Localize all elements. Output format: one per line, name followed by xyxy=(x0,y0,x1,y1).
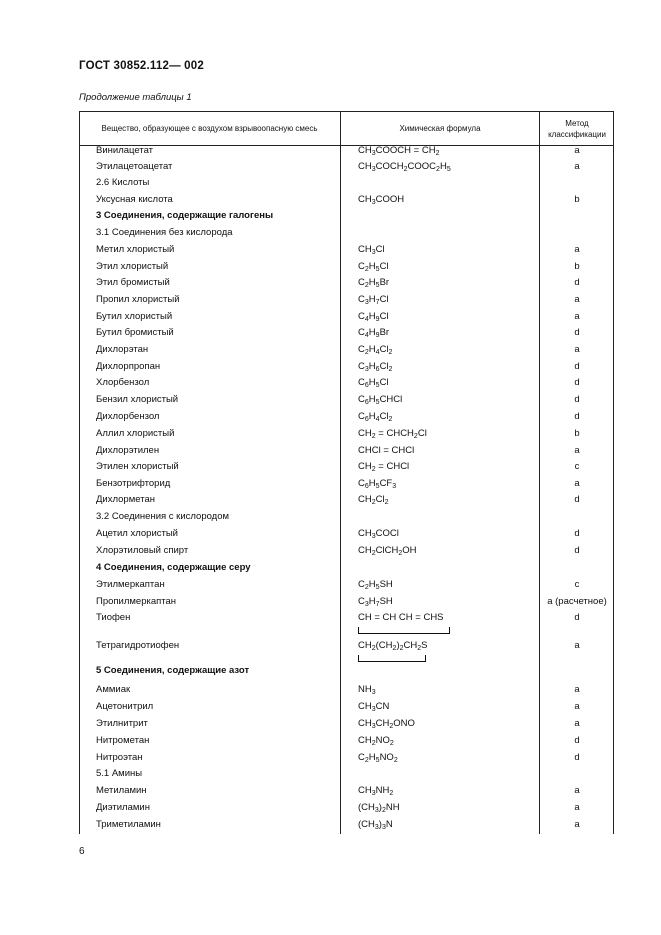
substance-name: Нитрометан xyxy=(96,735,150,746)
chemical-formula: $C_3H_6Cl_2$ xyxy=(358,361,393,373)
classification-method: b xyxy=(574,428,580,439)
chemical-formula: $CH_2$ = $CHCH_2Cl$ xyxy=(358,428,427,440)
classification-method: a xyxy=(574,802,580,813)
classification-method: a xyxy=(574,701,580,712)
column-header-method: Метод классификации xyxy=(548,118,606,139)
substance-name: 3.1 Соединения без кислорода xyxy=(96,227,233,238)
chemical-formula: $CH_3COOCH = CH_2$ xyxy=(358,145,440,157)
classification-method: d xyxy=(574,612,580,623)
classification-method: a xyxy=(574,640,580,651)
classification-method: b xyxy=(574,194,580,205)
substance-name: Бутил хлористый xyxy=(96,311,173,322)
chemical-formula: CH = CH CH = CHS xyxy=(358,612,444,623)
chemical-formula: $CH_3COCH_2COOC_2H_5$ xyxy=(358,161,451,173)
classification-method: a xyxy=(574,718,580,729)
substance-name: Этилен хлористый xyxy=(96,461,179,472)
substance-name: Пропил хлористый xyxy=(96,294,180,305)
classification-method: a xyxy=(574,161,580,172)
substance-name: Тетрагидротиофен xyxy=(96,640,180,651)
classification-method: d xyxy=(574,377,580,388)
substance-name: Метил хлористый xyxy=(96,244,175,255)
classification-method: a xyxy=(574,445,580,456)
classification-method: a xyxy=(574,244,580,255)
classification-method: d xyxy=(574,361,580,372)
substance-name: Аммиак xyxy=(96,684,131,695)
chemical-formula: $C_2H_5NO_2$ xyxy=(358,752,398,764)
chemical-formula: $CH_3NH_2$ xyxy=(358,785,394,797)
classification-method: d xyxy=(574,277,580,288)
classification-method: d xyxy=(574,545,580,556)
section-heading: 4 Соединения, содержащие серу xyxy=(96,562,251,573)
column-header-formula: Химическая формула xyxy=(399,124,481,133)
substance-name: Дихлорпропан xyxy=(96,361,161,372)
substance-name: Уксусная кислота xyxy=(96,194,173,205)
substance-name: 3.2 Соединения с кислородом xyxy=(96,511,230,522)
chemical-formula: $C_3H_7SH$ xyxy=(358,596,393,608)
chemical-formula: $C_2H_5SH$ xyxy=(358,579,393,591)
classification-method: d xyxy=(574,528,580,539)
table-divider-1 xyxy=(340,111,341,834)
classification-method: a xyxy=(574,311,580,322)
substance-name: Этил хлористый xyxy=(96,261,169,272)
table-header xyxy=(79,111,614,146)
substance-name: Этил бромистый xyxy=(96,277,170,288)
ring-bond-bracket xyxy=(358,627,450,634)
classification-method: a xyxy=(574,478,580,489)
substance-name: 2.6 Кислоты xyxy=(96,177,150,188)
substance-name: Винилацетат xyxy=(96,145,153,156)
classification-method: d xyxy=(574,735,580,746)
substance-name: Метиламин xyxy=(96,785,147,796)
substance-name: Этилмеркаптан xyxy=(96,579,165,590)
classification-method: d xyxy=(574,752,580,763)
substance-name: Хлорэтиловый спирт xyxy=(96,545,189,556)
chemical-formula: $C_6H_4Cl_2$ xyxy=(358,411,393,423)
substance-name: Дихлорбензол xyxy=(96,411,160,422)
classification-method: a xyxy=(574,819,580,830)
substance-name: Хлорбензол xyxy=(96,377,150,388)
chemical-formula: $CH_3Cl$ xyxy=(358,244,385,256)
chemical-formula: $C_4H_9Cl$ xyxy=(358,311,389,323)
chemical-formula: $C_2H_5Cl$ xyxy=(358,261,389,273)
substance-name: Аллил хлористый xyxy=(96,428,175,439)
substance-name: Пропилмеркаптан xyxy=(96,596,177,607)
chemical-formula: $C_6H_5Cl$ xyxy=(358,377,389,389)
classification-method: c xyxy=(574,461,580,472)
chemical-formula: $CH_3CH_2ONO$ xyxy=(358,718,415,730)
table-continuation-caption: Продолжение таблицы 1 xyxy=(79,92,192,103)
chemical-formula: $CH_2NO_2$ xyxy=(358,735,394,747)
chemical-formula: $CH_2Cl_2$ xyxy=(358,494,389,506)
substance-name: Триметиламин xyxy=(96,819,161,830)
chemical-formula: $C_4H_9Br$ xyxy=(358,327,390,339)
substance-name: Дихлорэтан xyxy=(96,344,149,355)
chemical-formula: $C_2H_5Br$ xyxy=(358,277,390,289)
substance-name: Диэтиламин xyxy=(96,802,150,813)
chemical-formula: $CH_2(CH_2)_2CH_2S$ xyxy=(358,640,428,652)
chemical-formula: $C_6H_5CHCl$ xyxy=(358,394,403,406)
substance-name: Этилнитрит xyxy=(96,718,148,729)
substance-name: Тиофен xyxy=(96,612,131,623)
chemical-formula: $CH_3CN$ xyxy=(358,701,390,713)
section-heading: 3 Соединения, содержащие галогены xyxy=(96,210,274,221)
substance-name: Нитроэтан xyxy=(96,752,143,763)
substance-name: Ацетил хлористый xyxy=(96,528,178,539)
chemical-formula: $CH_2ClCH_2OH$ xyxy=(358,545,417,557)
classification-method: b xyxy=(574,261,580,272)
classification-method: a xyxy=(574,145,580,156)
substance-name: Дихлорэтилен xyxy=(96,445,160,456)
chemical-formula: $(CH_3)_3N$ xyxy=(358,819,393,831)
substance-name: Этилацетоацетат xyxy=(96,161,173,172)
substance-name: Дихлорметан xyxy=(96,494,155,505)
substance-name: Бутил бромистый xyxy=(96,327,174,338)
substance-name: Ацетонитрил xyxy=(96,701,154,712)
classification-method: a xyxy=(574,684,580,695)
page-number: 6 xyxy=(79,846,85,857)
ring-bond-bracket xyxy=(358,655,426,662)
document-code: ГОСТ 30852.112— 002 xyxy=(79,60,204,72)
chemical-formula: $CH_3COOH$ xyxy=(358,194,405,206)
substance-name: Бензил хлористый xyxy=(96,394,179,405)
section-heading: 5 Соединения, содержащие азот xyxy=(96,665,250,676)
chemical-formula: $C_6H_5CF_3$ xyxy=(358,478,397,490)
chemical-formula: $C_2H_4Cl_2$ xyxy=(358,344,393,356)
chemical-formula: $CH_3COCl$ xyxy=(358,528,399,540)
classification-method: d xyxy=(574,394,580,405)
classification-method: a (расчетное) xyxy=(547,596,607,607)
classification-method: d xyxy=(574,494,580,505)
table-border-left xyxy=(79,111,80,834)
classification-method: c xyxy=(574,579,580,590)
classification-method: a xyxy=(574,785,580,796)
chemical-formula: CHCl = CHCl xyxy=(358,445,415,456)
classification-method: a xyxy=(574,344,580,355)
chemical-formula: $C_3H_7Cl$ xyxy=(358,294,389,306)
column-header-substance: Вещество, образующее с воздухом взрывоопасную смесь xyxy=(101,124,318,133)
classification-method: d xyxy=(574,327,580,338)
classification-method: d xyxy=(574,411,580,422)
substance-name: Бензотрифторид xyxy=(96,478,171,489)
substance-name: 5.1 Амины xyxy=(96,768,143,779)
chemical-formula: $CH_2$ = CHCl xyxy=(358,461,410,473)
classification-method: a xyxy=(574,294,580,305)
chemical-formula: $(CH_3)_2NH$ xyxy=(358,802,400,814)
chemical-formula: $NH_3$ xyxy=(358,684,376,696)
